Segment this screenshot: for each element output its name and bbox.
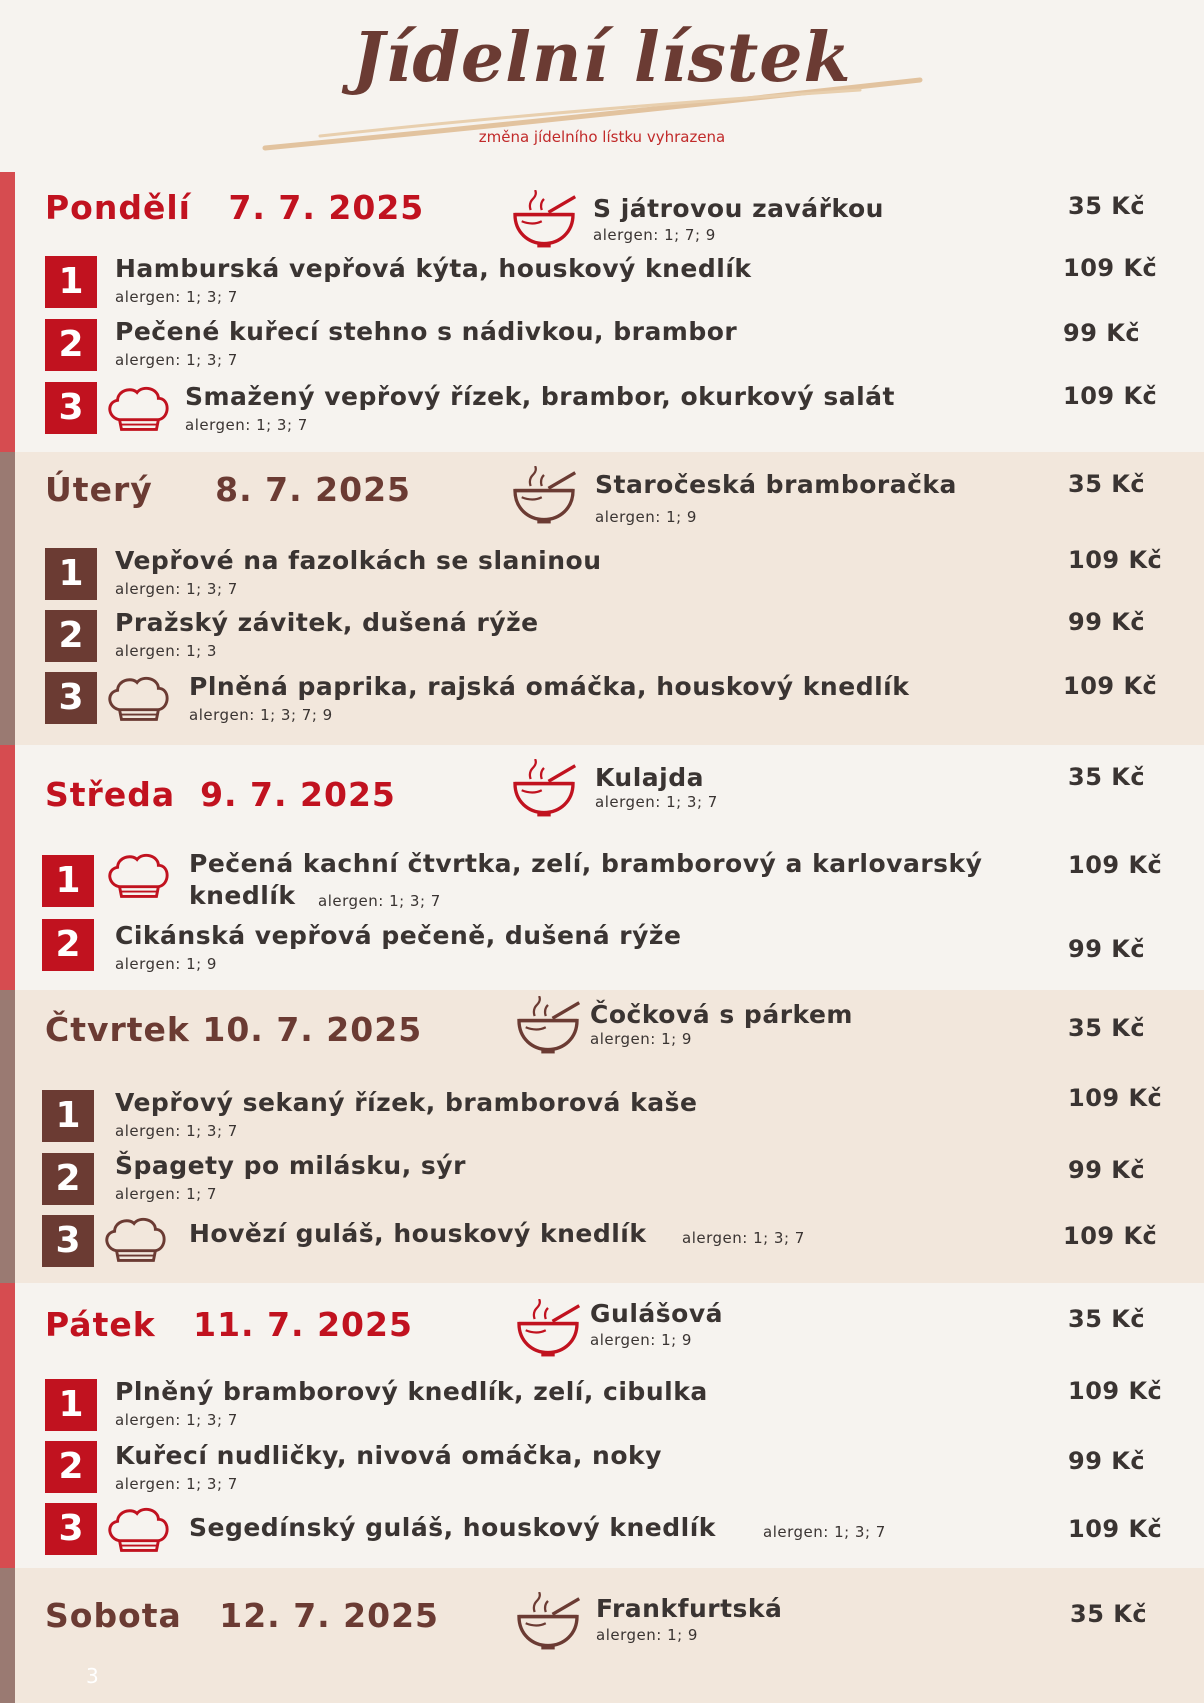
meal-allergen: alergen: 1; 3; 7 (115, 1411, 238, 1429)
meal-allergen: alergen: 1; 3; 7 (115, 351, 238, 369)
soup-allergen: alergen: 1; 9 (595, 508, 697, 526)
meal-allergen: alergen: 1; 3; 7 (115, 1475, 238, 1493)
soup-bowl-icon (508, 190, 580, 248)
meal-allergen: alergen: 1; 3; 7 (115, 288, 238, 306)
soup-bowl-icon (508, 759, 580, 817)
soup-bowl-icon (512, 996, 584, 1054)
soup-price: 35 Kč (1068, 1305, 1146, 1333)
meal-number: 2 (45, 319, 97, 371)
day-thursday (0, 990, 1204, 1283)
day-stripe (0, 1568, 15, 1703)
meal-allergen: alergen: 1; 9 (115, 955, 217, 973)
meal-allergen: alergen: 1; 3 (115, 642, 217, 660)
chef-hat-icon (101, 1215, 169, 1265)
meal-price: 109 Kč (1068, 851, 1163, 879)
meal-name: Vepřové na fazolkách se slaninou (115, 546, 602, 575)
meal-number: 1 (45, 548, 97, 600)
day-saturday (0, 1568, 1204, 1703)
meal-allergen: alergen: 1; 3; 7 (115, 1122, 238, 1140)
meal-number: 1 (42, 1090, 94, 1142)
soup-bowl-icon (512, 1592, 584, 1650)
chef-hat-icon (104, 384, 172, 434)
chef-hat-icon (104, 851, 172, 901)
day-title: Čtvrtek 10. 7. 2025 (45, 1010, 423, 1049)
meal-name: Segedínský guláš, houskový knedlík (189, 1513, 716, 1542)
meal-price: 109 Kč (1063, 672, 1158, 700)
meal-allergen: alergen: 1; 7 (115, 1185, 217, 1203)
soup-allergen: alergen: 1; 9 (590, 1331, 692, 1349)
soup-price: 35 Kč (1068, 192, 1146, 220)
meal-allergen: alergen: 1; 3; 7 (115, 580, 238, 598)
day-wednesday (0, 745, 1204, 990)
soup-name: S játrovou zavářkou (593, 194, 884, 223)
soup-bowl-icon (508, 466, 580, 524)
meal-number: 2 (42, 1153, 94, 1205)
meal-name: Hamburská vepřová kýta, houskový knedlík (115, 254, 752, 283)
soup-price: 35 Kč (1068, 470, 1146, 498)
meal-allergen: alergen: 1; 3; 7 (682, 1229, 805, 1247)
page-title: Jídelní lístek (352, 18, 852, 98)
meal-name: Plněný bramborový knedlík, zelí, cibulka (115, 1377, 708, 1406)
meal-number: 1 (42, 855, 94, 907)
day-stripe (0, 452, 15, 745)
soup-name: Gulášová (590, 1299, 723, 1328)
meal-price: 99 Kč (1063, 319, 1141, 347)
chef-hat-icon (104, 674, 172, 724)
meal-number: 3 (45, 672, 97, 724)
day-stripe (0, 745, 15, 990)
meal-number: 1 (45, 1379, 97, 1431)
soup-allergen: alergen: 1; 9 (590, 1030, 692, 1048)
header (0, 0, 1204, 172)
soup-name: Staročeská bramboračka (595, 470, 957, 499)
day-friday (0, 1283, 1204, 1568)
meal-price: 109 Kč (1063, 1222, 1158, 1250)
soup-price: 35 Kč (1068, 1014, 1146, 1042)
meal-price: 99 Kč (1068, 1156, 1146, 1184)
meal-name: Plněná paprika, rajská omáčka, houskový knedlík (189, 672, 910, 701)
chef-hat-icon (104, 1505, 172, 1555)
page-subtitle: změna jídelního lístku vyhrazena (478, 128, 726, 146)
soup-name: Čočková s párkem (590, 1000, 853, 1029)
meal-number: 3 (45, 382, 97, 434)
meal-name: Kuřecí nudličky, nivová omáčka, noky (115, 1441, 662, 1470)
day-title: Pátek 11. 7. 2025 (45, 1305, 413, 1344)
meal-number: 3 (42, 1215, 94, 1267)
day-tuesday (0, 452, 1204, 745)
meal-name: Špagety po milásku, sýr (115, 1151, 466, 1180)
meal-allergen: alergen: 1; 3; 7 (763, 1523, 886, 1541)
day-stripe (0, 1283, 15, 1568)
soup-price: 35 Kč (1068, 763, 1146, 791)
day-title: Úterý 8. 7. 2025 (45, 470, 412, 509)
meal-price: 109 Kč (1068, 1084, 1163, 1112)
meal-name: Smažený vepřový řízek, brambor, okurkový salát (185, 382, 895, 411)
meal-name: Cikánská vepřová pečeně, dušená rýže (115, 921, 682, 950)
meal-price: 99 Kč (1068, 935, 1146, 963)
meal-number: 2 (42, 919, 94, 971)
meal-allergen: alergen: 1; 3; 7 (318, 892, 441, 910)
meal-name-continued: knedlík (189, 881, 296, 910)
meal-number: 3 (45, 1503, 97, 1555)
meal-price: 109 Kč (1068, 546, 1163, 574)
meal-name: Pečená kachní čtvrtka, zelí, bramborový a karlovarský (189, 849, 983, 878)
meal-number: 2 (45, 1441, 97, 1493)
soup-allergen: alergen: 1; 9 (596, 1626, 698, 1644)
soup-allergen: alergen: 1; 7; 9 (593, 226, 716, 244)
soup-name: Kulajda (595, 763, 705, 792)
day-stripe (0, 990, 15, 1283)
day-title: Sobota 12. 7. 2025 (45, 1596, 440, 1635)
meal-price: 99 Kč (1068, 608, 1146, 636)
meal-price: 109 Kč (1068, 1515, 1163, 1543)
meal-allergen: alergen: 1; 3; 7 (185, 416, 308, 434)
meal-allergen: alergen: 1; 3; 7; 9 (189, 706, 333, 724)
day-stripe (0, 172, 15, 452)
meal-price: 99 Kč (1068, 1447, 1146, 1475)
meal-name: Hovězí guláš, houskový knedlík (189, 1219, 647, 1248)
meal-name: Pečené kuřecí stehno s nádivkou, brambor (115, 317, 738, 346)
soup-price: 35 Kč (1070, 1600, 1148, 1628)
meal-price: 109 Kč (1063, 382, 1158, 410)
meal-number: 1 (45, 256, 97, 308)
meal-price: 109 Kč (1068, 1377, 1163, 1405)
meal-price: 109 Kč (1063, 254, 1158, 282)
soup-name: Frankfurtská (596, 1594, 783, 1623)
meal-number: 2 (45, 610, 97, 662)
meal-name: Pražský závitek, dušená rýže (115, 608, 539, 637)
soup-bowl-icon (512, 1299, 584, 1357)
soup-allergen: alergen: 1; 3; 7 (595, 793, 718, 811)
day-monday (0, 172, 1204, 452)
day-title: Pondělí 7. 7. 2025 (45, 188, 425, 227)
day-title: Středa 9. 7. 2025 (45, 775, 396, 814)
meal-name: Vepřový sekaný řízek, bramborová kaše (115, 1088, 698, 1117)
page-number: 3 (86, 1664, 99, 1688)
